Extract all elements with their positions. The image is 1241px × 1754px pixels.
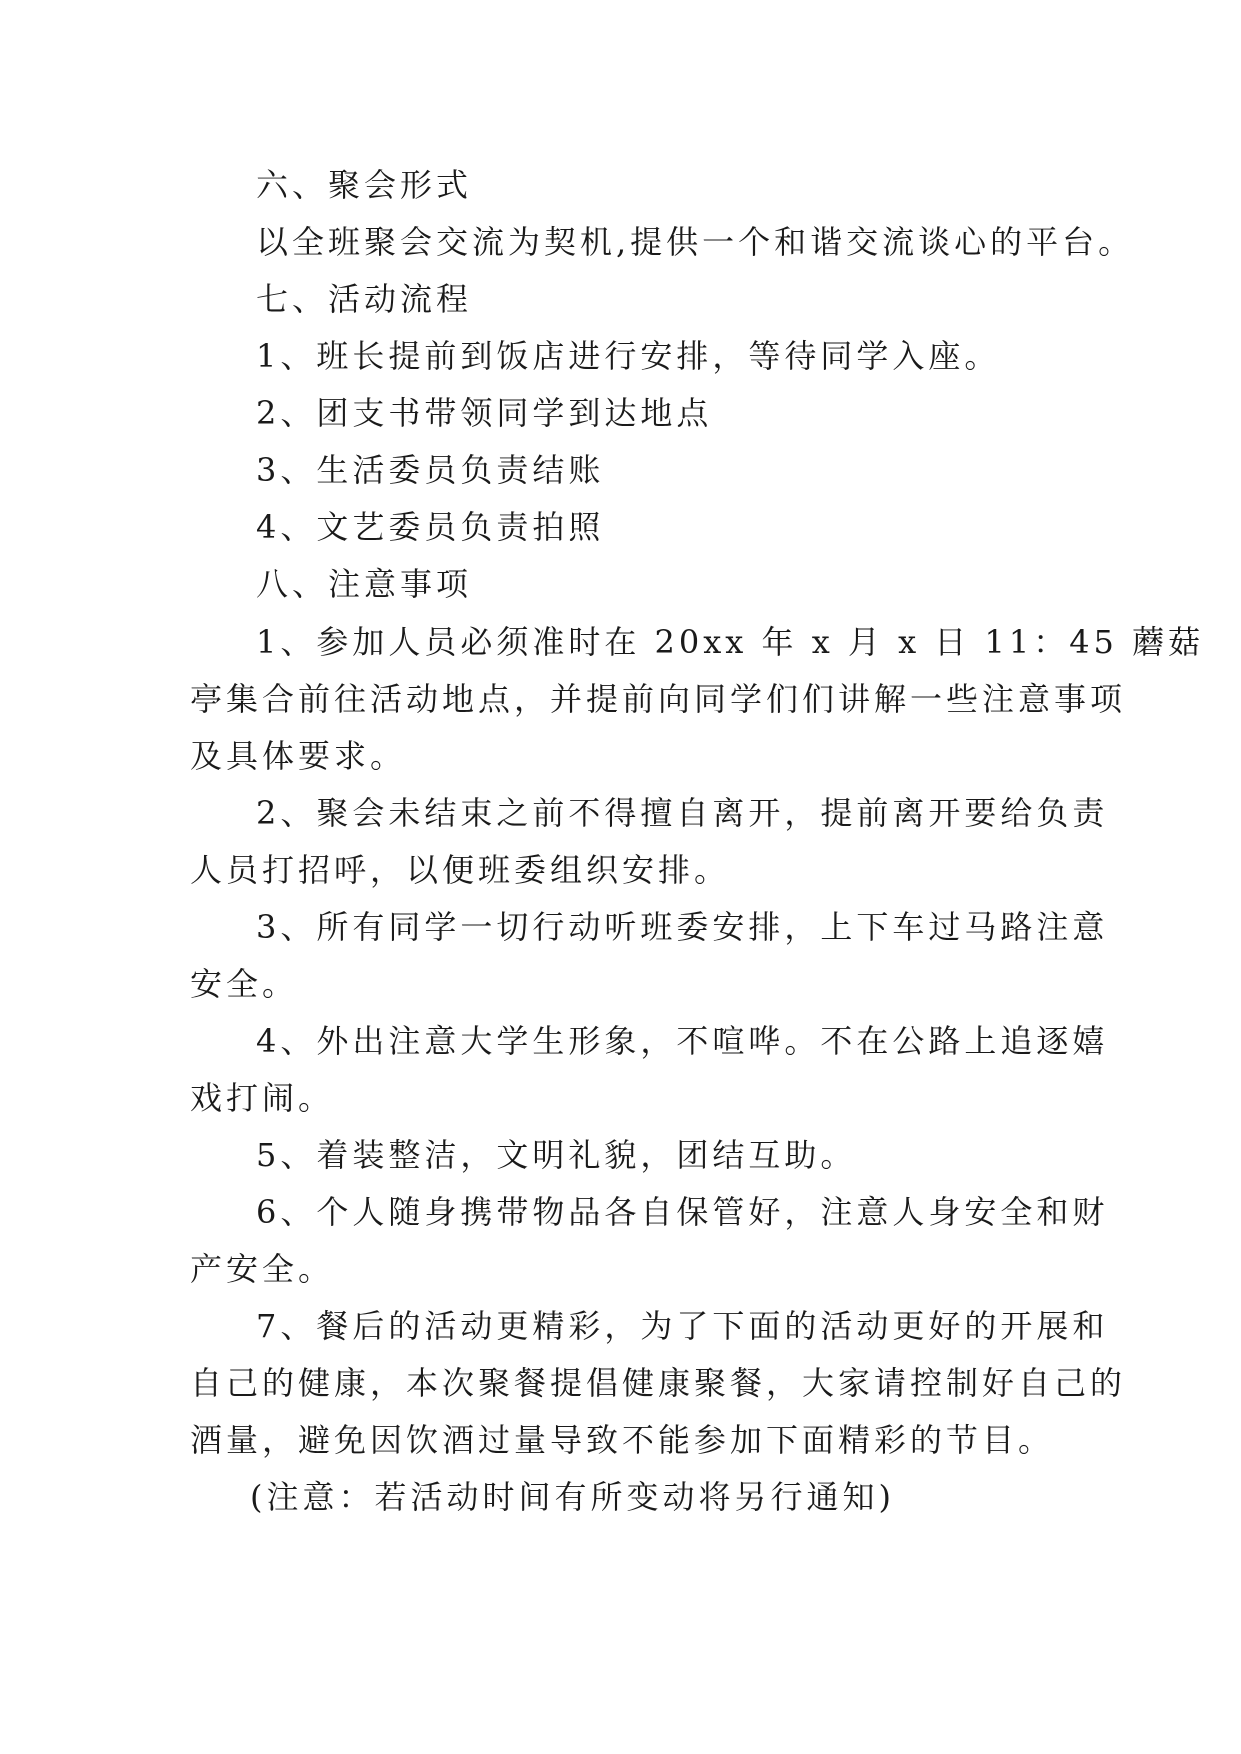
flow-item-2: 2、团支书带领同学到达地点 (256, 394, 713, 432)
notice-item-5-line-1: 5、着装整洁，文明礼貌，团结互助。 (256, 1136, 857, 1174)
notice-item-1-line-2: 亭集合前往活动地点，并提前向同学们们讲解一些注意事项 (190, 680, 1127, 718)
change-notice: (注意：若活动时间有所变动将另行通知) (250, 1478, 895, 1516)
notice-item-6-line-2: 产安全。 (190, 1250, 335, 1288)
notice-item-4-line-2: 戏打闹。 (190, 1079, 335, 1117)
notice-item-1-line-3: 及具体要求。 (190, 737, 407, 775)
notice-item-7-line-3: 酒量，避免因饮酒过量导致不能参加下面精彩的节目。 (190, 1421, 1055, 1459)
notice-item-7-line-1: 7、餐后的活动更精彩，为了下面的活动更好的开展和 (256, 1307, 1109, 1345)
notice-item-4-line-1: 4、外出注意大学生形象，不喧哗。不在公路上追逐嬉 (256, 1022, 1109, 1060)
notice-item-6-line-1: 6、个人随身携带物品各自保管好，注意人身安全和财 (256, 1193, 1109, 1231)
section-six-body: 以全班聚会交流为契机,提供一个和谐交流谈心的平台。 (256, 223, 1135, 261)
section-six-heading: 六、聚会形式 (256, 166, 473, 204)
section-eight-heading: 八、注意事项 (256, 565, 473, 603)
flow-item-4: 4、文艺委员负责拍照 (256, 508, 605, 546)
notice-item-1-line-1: 1、参加人员必须准时在 20xx 年 x 月 x 日 11：45 蘑菇 (256, 623, 1205, 661)
flow-item-1: 1、班长提前到饭店进行安排，等待同学入座。 (256, 337, 1001, 375)
notice-item-3-line-1: 3、所有同学一切行动听班委安排，上下车过马路注意 (256, 908, 1109, 946)
notice-item-3-line-2: 安全。 (190, 965, 299, 1003)
notice-item-7-line-2: 自己的健康，本次聚餐提倡健康聚餐，大家请控制好自己的 (190, 1364, 1127, 1402)
notice-item-2-line-1: 2、聚会未结束之前不得擅自离开，提前离开要给负责 (256, 794, 1109, 832)
flow-item-3: 3、生活委员负责结账 (256, 451, 605, 489)
notice-item-2-line-2: 人员打招呼，以便班委组织安排。 (190, 851, 731, 889)
section-seven-heading: 七、活动流程 (256, 280, 473, 318)
